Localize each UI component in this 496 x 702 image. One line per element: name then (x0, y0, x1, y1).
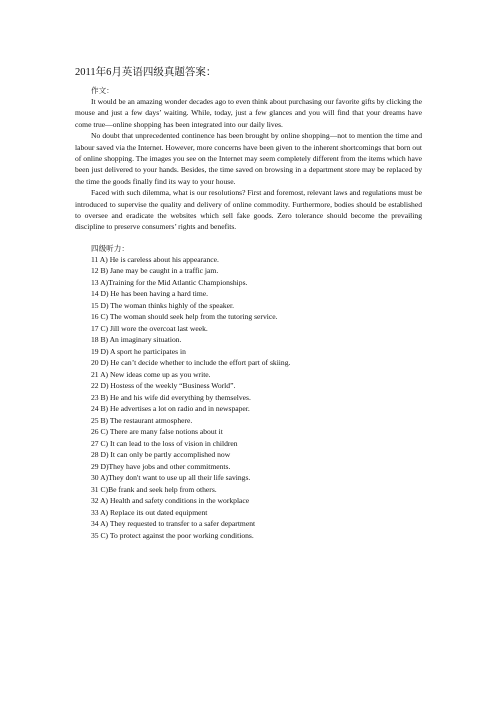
document-page (75, 66, 422, 541)
essay-label: 作文： (91, 86, 114, 95)
answer-item: 12 B) Jane may be caught in a traffic jam. (91, 266, 219, 276)
section-gap (75, 233, 422, 243)
answer-item: 31 C)Be frank and seek help from others. (91, 484, 217, 494)
answer-item: 13 A)Training for the Mid Atlantic Championships. (91, 277, 248, 287)
answer-item: 23 B) He and his wife did everything by themselves. (91, 392, 251, 402)
answer-item: 11 A) He is careless about his appearance. (91, 254, 219, 264)
answer-item: 25 B) The restaurant atmosphere. (91, 415, 193, 425)
answer-item: 17 C) Jill wore the overcoat last week. (91, 323, 208, 333)
answer-item: 34 A) They requested to transfer to a safer department (91, 519, 256, 529)
essay-paragraph: Faced with such dilemma, what is our resolutions? First and foremost, relevant laws and regulations must be introduced to supervise the quality and delivery of online commodity. Furthermore, bodies should be established to oversee and eradicate the websites which sell fake goods. Zero tolerance should become the prevailing discipline to preserve consumers’ rights and benefits. (75, 188, 422, 232)
answer-item: 27 C) It can lead to the loss of vision in children (91, 438, 238, 448)
answer-item: 33 A) Replace its out dated equipment (91, 507, 208, 517)
answer-item: 21 A) New ideas come up as you write. (91, 369, 211, 379)
answer-item: 35 C) To protect against the poor working conditions. (91, 530, 254, 540)
essay-paragraph: No doubt that unprecedented continence has been brought by online shopping—not to mention the time and labour saved via the Internet. However, more concerns have been given to the inherent shortcomings that born out of online shopping. The images you see on the Internet may seem completely different from the items which have been just delivered to your hands. Besides, the time saved on browsing in a department store may be replaced by the time the goods finally find its way to your house. (75, 131, 422, 186)
answer-item: 14 D) He has been having a hard time. (91, 289, 209, 299)
answer-item: 26 C) There are many false notions about it (91, 427, 223, 437)
answer-item: 29 D)They have jobs and other commitments. (91, 461, 231, 471)
answer-item: 22 D) Hostess of the weekly “Business World”. (91, 381, 236, 391)
answer-item: 32 A) Health and safety conditions in the workplace (91, 496, 250, 506)
answer-item: 28 D) It can only be partly accomplished now (91, 450, 231, 460)
answer-item: 16 C) The woman should seek help from the tutoring service. (91, 312, 278, 322)
answer-item: 18 B) An imaginary situation. (91, 335, 182, 345)
answer-list (75, 254, 422, 542)
listening-label: 四级听力： (91, 243, 129, 253)
page-title: 2011年6月英语四级真题答案： (75, 67, 217, 78)
answer-item: 19 D) A sport he participates in (91, 346, 186, 356)
essay-paragraph: It would be an amazing wonder decades ago to even think about purchasing our favorite gifts by clicking the mouse and just a few days’ waiting. While, today, just a few glances and you will find that your dreams have come true—online shopping has been integrated into our daily lives. (75, 97, 422, 129)
answer-item: 24 B) He advertises a lot on radio and in newspaper. (91, 404, 250, 414)
answer-item: 30 A)They don't want to use up all their life savings. (91, 473, 251, 483)
answer-item: 15 D) The woman thinks highly of the speaker. (91, 300, 235, 310)
answer-item: 20 D) He can’t decide whether to include the effort part of skiing. (91, 358, 291, 368)
